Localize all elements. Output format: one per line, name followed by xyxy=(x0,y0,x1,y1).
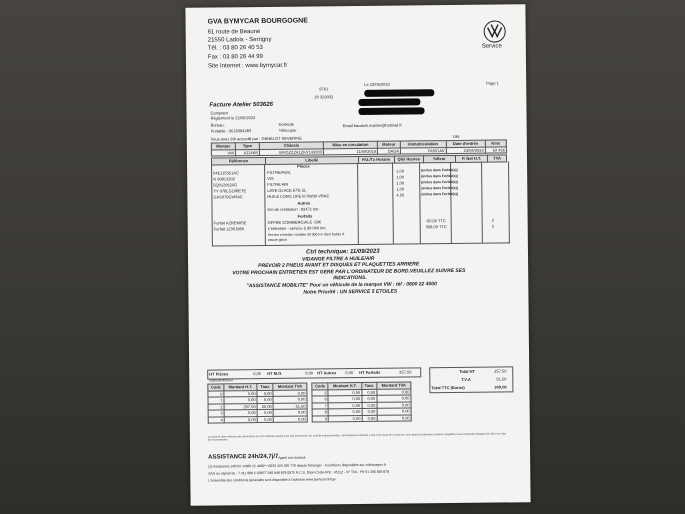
vehicle-value: DADA xyxy=(378,148,401,155)
vehicle-value: 24/04/2023 xyxy=(446,147,485,154)
tva-cell: 0,00 xyxy=(362,395,377,402)
tva-header: Code xyxy=(208,384,224,391)
vehicle-header: Kms xyxy=(485,140,506,147)
items-header: Libellé xyxy=(265,156,358,163)
item-rem: (inclus dans Forfait(s)) xyxy=(421,179,458,185)
meta-code: 9761 xyxy=(319,86,329,92)
ht-pieces-label: HT Pièces xyxy=(209,371,229,377)
meta-date: Le 22/05/2023 xyxy=(364,81,390,87)
vehicle-header: Moteur xyxy=(378,141,401,148)
item-lib: FILTRE AIR xyxy=(267,181,289,187)
tva-header: Montant H.T. xyxy=(224,384,257,391)
notice-ct: Ctrl technique: 11/09/2023 xyxy=(305,248,380,256)
item-qte: 1,00 xyxy=(396,180,405,186)
tva-cell: 0 xyxy=(208,390,224,397)
notice-vidange: VIDANGE FILTRE A HUILE/AIR xyxy=(302,255,375,263)
vehicle-header: Type xyxy=(235,143,259,150)
tva-cell: 0,00 xyxy=(257,409,273,416)
tva-header: Taux xyxy=(257,383,273,390)
item-qte: 1,00 xyxy=(396,186,405,192)
tva-cell: 0,00 xyxy=(257,396,273,403)
vehicle-header: Date d'entrée xyxy=(446,140,485,147)
company-fax: Fax : 03 80 26 44 99 xyxy=(207,53,263,61)
tva-cell: 0,00 xyxy=(273,416,307,423)
company-name: GVA BYMYCAR BOURGOGNE xyxy=(207,17,308,26)
tva-cell: 0,00 xyxy=(377,408,411,415)
tva-cell: 0,00 xyxy=(257,390,273,397)
item-lib: FILTRE/HUIL xyxy=(267,169,291,175)
invoice-title: Facture Atelier 503626 xyxy=(209,101,273,109)
total-ttc-value: 309,00 xyxy=(494,384,507,390)
item-lib: LAVE GLACE ETE 5L xyxy=(267,187,307,193)
forfait-tva: 2 xyxy=(491,217,494,223)
footer-line-1: (1) Assistance 24h/24: 0 800 22 4000* / 0033 426 295 770 depuis l'étranger - Conditions disponibles sur volkswagen.fr xyxy=(208,462,387,469)
tva-cell: 0,00 xyxy=(377,388,411,395)
item-qte: 1,00 xyxy=(396,174,405,180)
item-ref: 04E115561AC xyxy=(213,170,239,176)
notice-prochain: INDICATIONS. xyxy=(333,274,367,282)
company-address-1: 61 route de Beaune xyxy=(207,29,261,36)
tva-header: Taux xyxy=(362,382,377,389)
vehicle-value: A114KE xyxy=(235,149,259,156)
item-lib: HUILE LONG LIFE III 0W30 VRAC xyxy=(267,193,330,199)
service-label: Service xyxy=(481,43,502,50)
tva-cell: 0,00 xyxy=(224,410,257,417)
autres-label: Autres xyxy=(297,200,311,206)
ht-autres-label: HT Autres xyxy=(317,370,337,376)
tva-header: Montant H.T. xyxy=(328,382,362,389)
vehicle-header: Châssis xyxy=(259,142,323,149)
invoice-num: 196 xyxy=(452,133,460,140)
tva-cell: 0,00 xyxy=(377,395,411,402)
tva-cell: 9 xyxy=(312,415,328,422)
items-header: P.U./Tx Horaire xyxy=(358,156,394,163)
invoice-reglement: Règlement le 22/05/2023 xyxy=(210,115,256,121)
assistance-title: ASSISTANCE 24h/24,7j/7 xyxy=(208,453,279,461)
tva-header: Montant TVA xyxy=(377,382,411,389)
redacted-address-2 xyxy=(358,107,424,115)
item-rem: (inclus dans Forfait(s)) xyxy=(421,185,458,191)
legal-text: Lorsque le client effectue des réparations sur son véhicule équipé pour des besoins de son activité professionnelle, conformément à l'article L.441-6 du Code de commerce, tout retard de paiement entraîne l'exigibilité d'une indemnité forfaitaire de 40€ pour frais de recouvrement. xyxy=(207,432,507,442)
item-rem: (inclus dans Forfait(s)) xyxy=(421,191,458,197)
items-header: Qté/ Heures xyxy=(394,156,423,163)
total-ht-label: Total HT xyxy=(459,368,475,374)
tva-cell: 51,50 xyxy=(273,403,307,410)
forfait-label: OFFRE COMMERCIALE -50€ xyxy=(267,219,322,225)
tva-table-left xyxy=(207,383,307,424)
forfait-label: L'entretien - service à 90 000 km xyxy=(267,225,326,231)
total-ht-value: 257,50 xyxy=(494,368,507,374)
tva-cell: 257,50 xyxy=(224,403,257,410)
tva-cell: 0,00 xyxy=(377,401,411,408)
items-body xyxy=(211,161,510,246)
ht-autres-value: 0,00 xyxy=(345,370,354,376)
ingredients-label: Ingrédients/Div/ xyxy=(209,378,233,383)
notice-prochain: VOTRE PROCHAIN ENTRETIEN EST GERE PAR L'ORDINATEUR DE BORD.VEUILLEZ SUIVRE SES xyxy=(232,267,466,277)
tva-cell: 0,00 xyxy=(362,402,377,409)
pieces-label: Pièces xyxy=(297,163,310,169)
totals-bar xyxy=(207,367,421,379)
footer-line-2: SAS au capital de : 7 411 880 € SIRET 390 848 878 0075 R.C.S. Dijon Code APE : 4511Z - N° TVA : FR 61 390 848 878 xyxy=(208,469,389,476)
vehicle-value: 11/09/2019 xyxy=(323,148,377,155)
total-ttc-label: Total TTC (Euros) xyxy=(431,384,465,391)
notice-prevoir: PREVOIR 2 PNEUS AVANT ET DISQUES ET PLAQUETTES ARRIERE xyxy=(258,261,420,270)
tva-cell: 0,00 xyxy=(377,414,411,421)
invoice-bureau: Bureau : xyxy=(210,122,226,128)
item-ref: GAS070GVRAC xyxy=(213,194,243,200)
invoice-accueil: Vous avez été accueilli par : GENELOT SEVERINE xyxy=(210,135,302,142)
tva-cell: 1 xyxy=(208,397,224,404)
tva-cell: 0,00 xyxy=(328,395,362,402)
tva-cell: 0,00 xyxy=(362,389,377,396)
ht-mo-label: HT M.O. xyxy=(267,370,283,376)
tva-cell: 0,00 xyxy=(273,396,307,403)
vehicle-value: FA501AV xyxy=(400,147,446,154)
forfait-note: Service entretien variable 90 000 km dans balais d' xyxy=(267,232,345,237)
item-ref: 5Q0129620G xyxy=(213,182,238,188)
tva-cell: 3 xyxy=(208,410,224,417)
tva-cell: 0,00 xyxy=(224,390,257,397)
vehicle-value: WVGZZZA1ZKV149300 xyxy=(260,148,324,155)
item-qte: 1,00 xyxy=(396,168,404,174)
tva-cell: 4 xyxy=(208,416,224,423)
forfait-code: Forfait AZREMISE xyxy=(213,220,247,226)
invoice-telecopie: Télécopie : xyxy=(278,127,299,133)
company-address-2: 21550 Ladoix - Serrigny xyxy=(207,36,272,44)
ht-forfaits-label: HT Forfaits xyxy=(359,369,381,375)
footer-line-3: L'ensemble des conditions générales sont disponible à l'adresse www.bymycar.fr/cgv xyxy=(208,477,336,483)
forfait-amount: 358,00 TTC xyxy=(425,224,447,230)
assistance-sub: * Appel non surtaxé xyxy=(276,455,306,460)
tva-cell: 8 xyxy=(312,409,328,416)
tva-cell: 0,00 xyxy=(328,389,362,396)
vehicle-value: 63 466 xyxy=(485,146,506,153)
tva-header: Montant TVA xyxy=(273,383,307,390)
tva-value: 51,50 xyxy=(496,376,507,382)
tva-cell: 20,00 xyxy=(257,403,273,410)
item-ref: YY 078LG108ETE xyxy=(213,188,247,194)
tva-cell: 0,00 xyxy=(224,416,257,423)
invoice-portable: Portable : 0618384283 xyxy=(210,128,252,134)
forfait-tva: 2 xyxy=(491,223,494,229)
tva-cell: 0,00 xyxy=(328,402,362,409)
meta-ref: 20 323032 xyxy=(314,94,334,100)
forfait-note: essuie-glace xyxy=(267,237,287,242)
tva-label: T.V.A xyxy=(461,376,471,382)
notice-priorite: Notre Priorité : UN SERVICE 5 ETOILES xyxy=(303,288,398,296)
km-restitution: Km de restitution : 82471 km xyxy=(267,206,319,212)
company-site: Site Internet : www.bymycar.fr xyxy=(207,62,288,70)
tva-cell: 6 xyxy=(312,396,328,403)
forfait-code: Forfait 12301989 xyxy=(213,226,244,232)
invoice-email: Email bauduin.marine@hotmail.fr xyxy=(342,122,402,129)
vehicle-header: Mise en circulation xyxy=(323,141,377,148)
invoice-domicile: Domicile xyxy=(278,121,294,127)
meta-page: Page 1 xyxy=(486,80,499,86)
ht-pieces-value: 0,00 xyxy=(253,371,262,377)
ht-mo-value: 0,00 xyxy=(305,370,314,376)
forfait-amount: -50,00 TTC xyxy=(425,218,446,224)
tva-cell: 0,00 xyxy=(328,408,362,415)
tva-cell: 0,00 xyxy=(224,397,257,404)
tva-header: Code xyxy=(312,383,328,390)
notice-assistance: "ASSISTANCE MOBILITE" Pour un véhicule de la marque VW : tél : 0800 22 4000 xyxy=(246,281,437,290)
redacted-name xyxy=(364,89,434,97)
item-qte: 4,50 xyxy=(396,192,405,198)
vehicle-value: VW xyxy=(211,149,235,156)
items-header: P. Net H.T. xyxy=(455,155,487,162)
item-lib: VIS xyxy=(267,175,274,181)
item-ref: N 90813202 xyxy=(213,176,236,182)
ht-forfaits-value: 257,50 xyxy=(399,369,412,375)
tva-cell: 5 xyxy=(312,389,328,396)
item-rem: (inclus dans Forfait(s)) xyxy=(421,167,458,173)
redacted-address-1 xyxy=(358,98,420,106)
item-rem: (inclus dans Forfait(s)) xyxy=(421,173,458,179)
items-header: TVA xyxy=(488,155,507,162)
tva-cell: 0,00 xyxy=(273,390,307,397)
tva-cell: 0,00 xyxy=(362,408,377,415)
tva-cell: 0,00 xyxy=(257,416,273,423)
items-header: Référence xyxy=(211,157,265,164)
tva-cell: 7 xyxy=(312,402,328,409)
tva-cell: 0,00 xyxy=(328,415,362,422)
vw-logo-icon xyxy=(484,20,506,42)
tva-cell: 0,00 xyxy=(362,415,377,422)
company-tel: Tél. : 03 80 26 40 53 xyxy=(207,44,263,52)
tva-cell: 0,00 xyxy=(273,409,307,416)
tva-table-right xyxy=(311,381,411,422)
tva-cell: 2 xyxy=(208,403,224,410)
invoice-comptant: Comptant xyxy=(210,110,228,116)
items-header: %Rem xyxy=(423,155,456,162)
vehicle-header: Immatriculation xyxy=(400,141,446,148)
invoice-sheet xyxy=(185,4,530,506)
forfaits-label: Forfaits xyxy=(297,213,313,219)
vehicle-header: Marque xyxy=(211,143,235,150)
